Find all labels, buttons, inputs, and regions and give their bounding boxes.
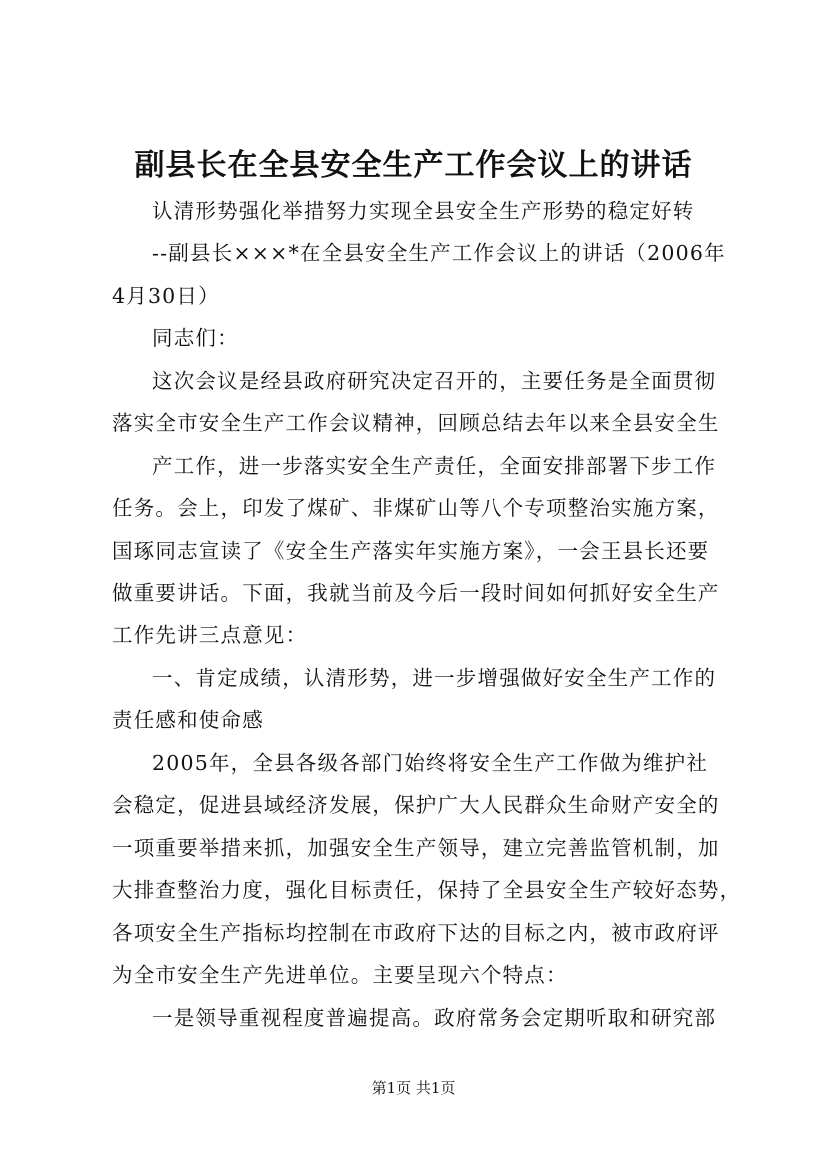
salutation: 同志们： (152, 326, 239, 350)
section-heading-continued: 责任感和使命感 (112, 708, 264, 732)
document-title: 副县长在全县安全生产工作会议上的讲话 (134, 148, 693, 183)
page-number-footer: 第1页 共1页 (371, 1079, 456, 1097)
body-line: 2005年，全县各级各部门始终将安全生产工作做为维护社 (152, 751, 709, 775)
body-line: 大排查整治力度，强化目标责任，保持了全县安全生产较好态势， (112, 878, 742, 902)
subtitle-attribution-line: --副县长×××*在全县安全生产工作会议上的讲话（2006年 (152, 241, 726, 265)
subtitle-line: 认清形势强化举措努力实现全县安全生产形势的稳定好转 (152, 199, 695, 223)
body-line: 会稳定，促进县域经济发展，保护广大人民群众生命财产安全的 (112, 793, 720, 817)
body-line: 一是领导重视程度普遍提高。政府常务会定期听取和研究部 (152, 1006, 717, 1030)
body-line: 做重要讲话。下面，我就当前及今后一段时间如何抓好安全生产 (112, 581, 720, 605)
body-line: 国琢同志宣读了《安全生产落实年实施方案》，一会王县长还要 (112, 539, 710, 563)
body-line: 一项重要举措来抓，加强安全生产领导，建立完善监管机制，加 (112, 836, 720, 860)
body-line: 任务。会上，印发了煤矿、非煤矿山等八个专项整治实施方案， (112, 496, 720, 520)
body-line: 产工作，进一步落实安全生产责任，全面安排部署下步工作 (152, 454, 717, 478)
body-line: 工作先讲三点意见： (112, 623, 308, 647)
body-line: 各项安全生产指标均控制在市政府下达的目标之内，被市政府评 (112, 921, 720, 945)
section-heading: 一、肯定成绩，认清形势，进一步增强做好安全生产工作的 (152, 666, 717, 690)
body-line: 为全市安全生产先进单位。主要呈现六个特点： (112, 963, 568, 987)
body-line: 落实全市安全生产工作会议精神，回顾总结去年以来全县安全生 (112, 411, 720, 435)
body-line: 这次会议是经县政府研究决定召开的，主要任务是全面贯彻 (152, 369, 717, 393)
subtitle-date-line: 4月30日） (112, 284, 220, 308)
